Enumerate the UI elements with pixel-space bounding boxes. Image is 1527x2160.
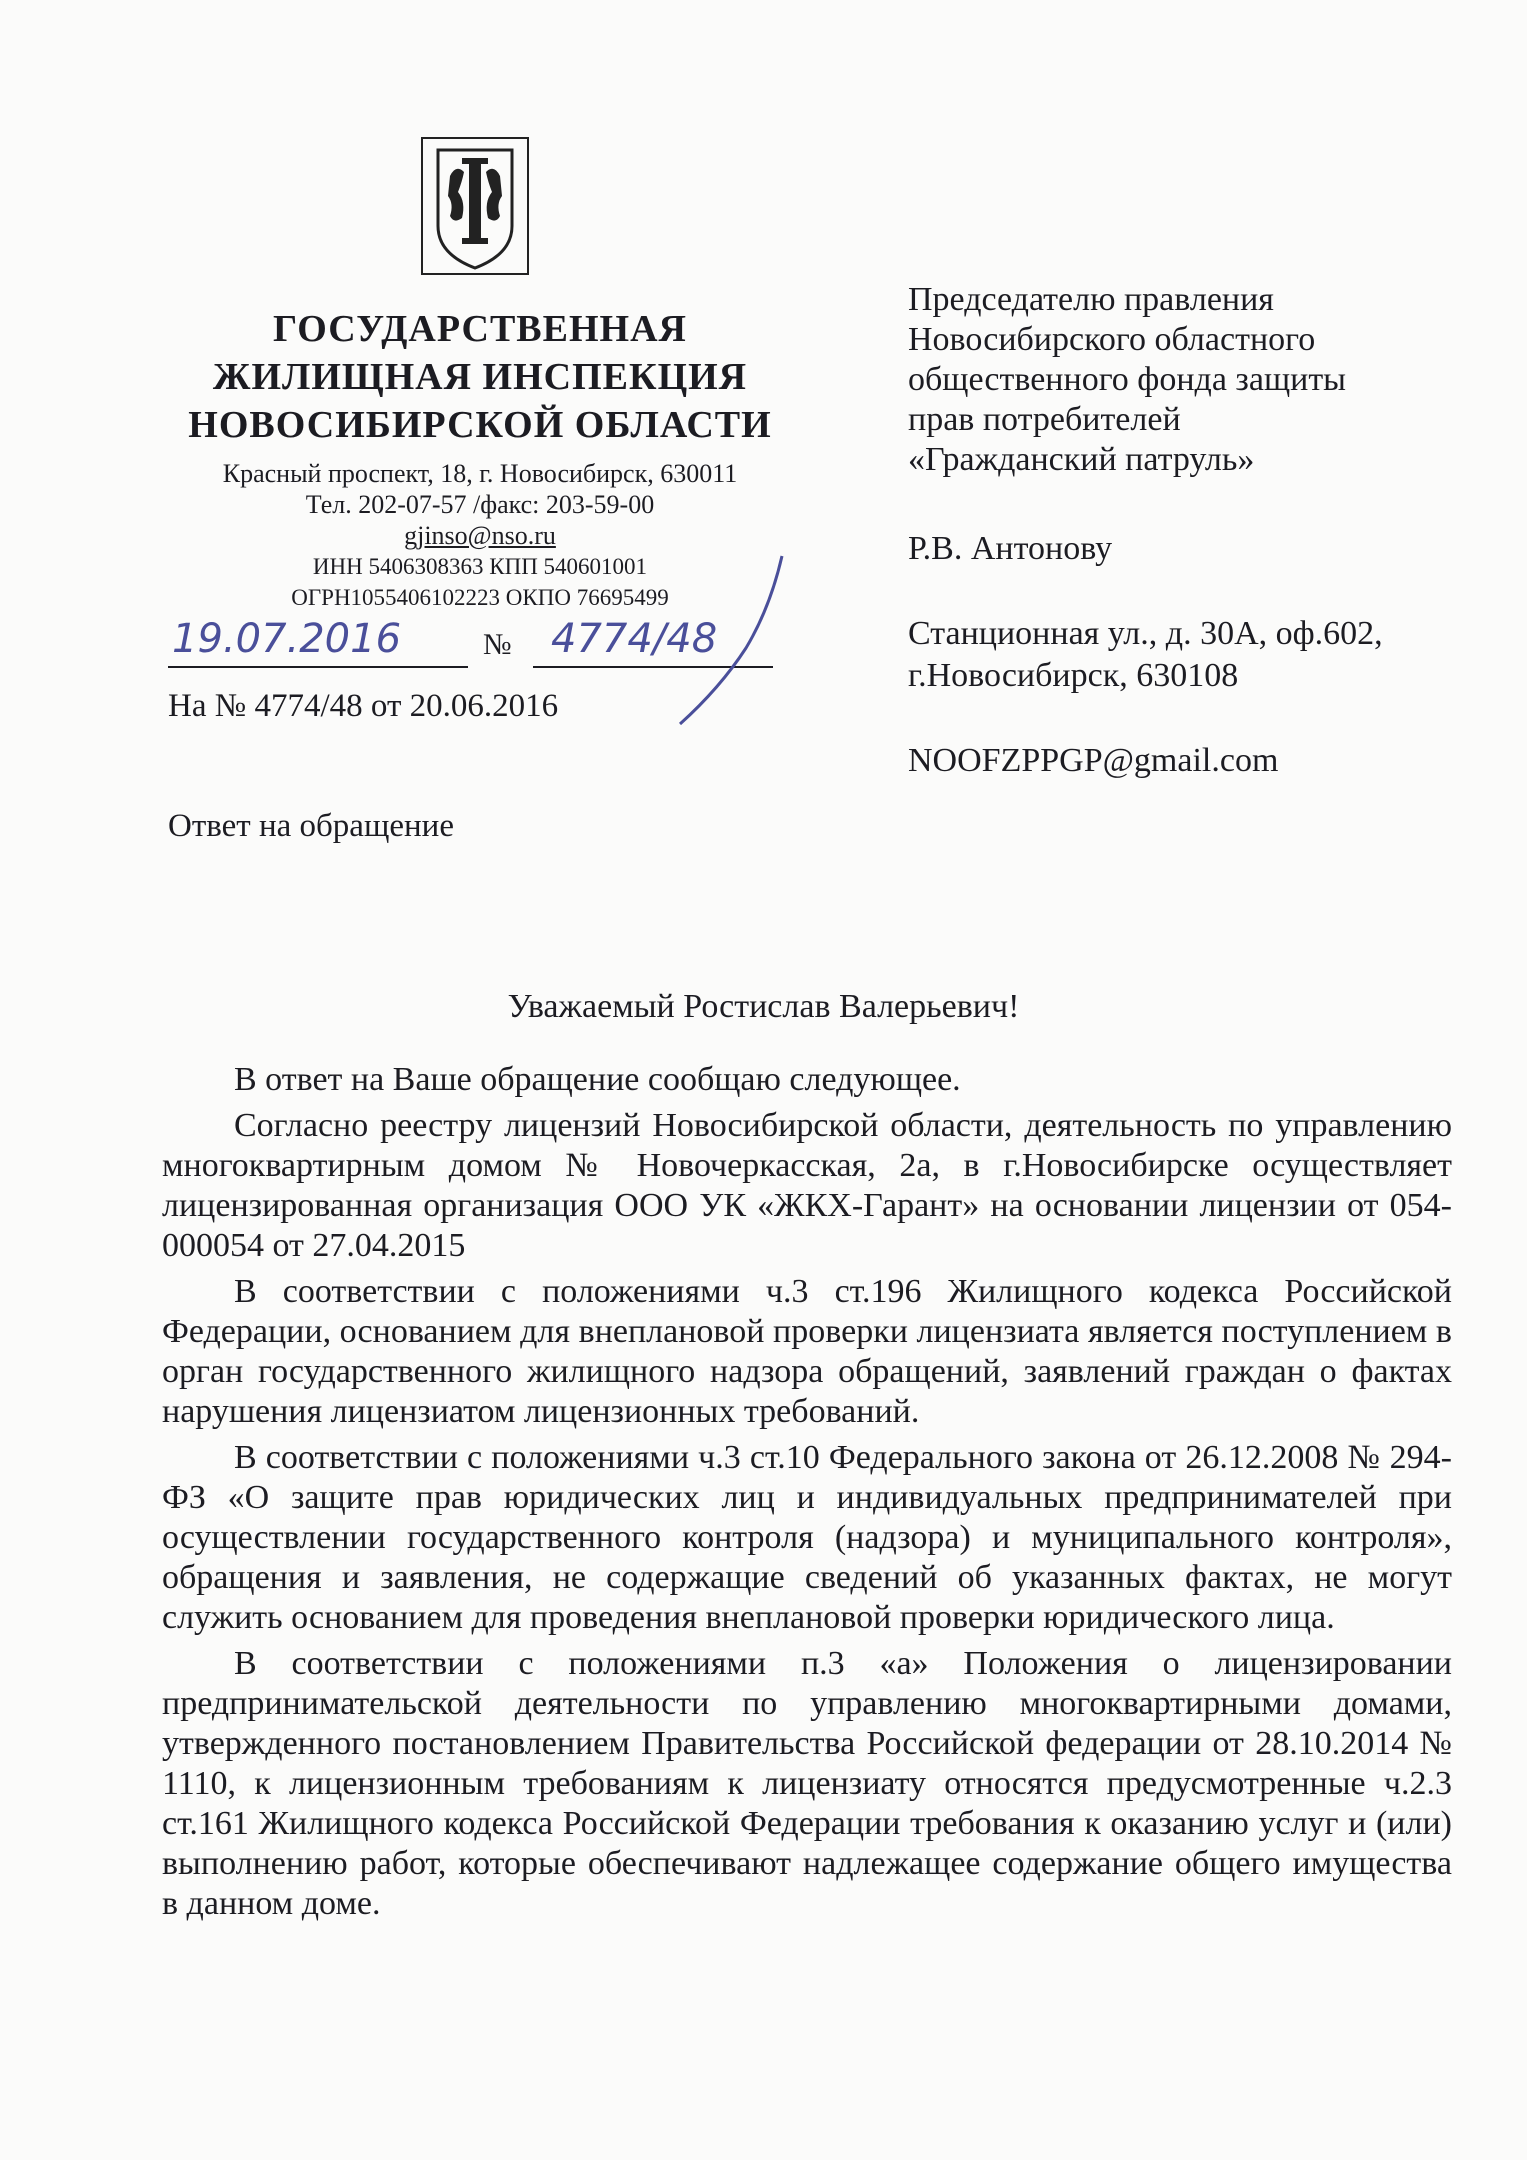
body-paragraph: Согласно реестру лицензий Новосибирской области, деятельность по управлению многоквартирным домом № Новочеркасская, 2а, в г.Новосибирске осуществляет лицензированная организация ООО УК «ЖКХ-Гарант» на основании лицензии от 054-000054 от 27.04.2015 [162,1107,1452,1264]
agency-name-line: ЖИЛИЩНАЯ ИНСПЕКЦИЯ [212,356,748,398]
registration-number-label: № [483,628,512,661]
body-paragraph: В соответствии с положениями ч.3 ст.10 Федерального закона от 26.12.2008 № 294-ФЗ «О защите прав юридических лиц и индивидуальных предпринимателей при осуществлении государственного контроля (надзора) и муниципального контроля», обращения и заявления, не содержащие сведений об указанных фактах, не могут служить основанием для проведения внеплановой проверки юридического лица. [162,1439,1452,1636]
recipient-line: Новосибирского областного [908,321,1316,358]
recipient-address-line: Станционная ул., д. 30А, оф.602, [908,615,1383,652]
agency-name-line: ГОСУДАРСТВЕННАЯ [273,308,687,350]
registration-date-field [168,616,468,668]
body-paragraph: В соответствии с положениями ч.3 ст.196 Жилищного кодекса Российской Федерации, основанием для внеплановой проверки лицензиата является поступлением в орган государственного жилищного надзора обращений, заявлений граждан о фактах нарушения лицензиатом лицензионных требований. [162,1273,1452,1430]
body-paragraph: В соответствии с положениями п.3 «а» Положения о лицензировании предпринимательской деятельности по управлению многоквартирными домами, утвержденного постановлением Правительства Российской федерации от 28.10.2014 № 1110, к лицензионным требованиям к лицензиату относятся предусмотренные ч.2.3 ст.161 Жилищного кодекса Российской Федерации требования к оказанию услуг и (или) выполнению работ, которые обеспечивают надлежащее содержание общего имущества в данном доме. [162,1645,1452,1922]
reply-reference: На № 4774/48 от 20.06.2016 [168,688,559,724]
coat-of-arms-emblem [420,136,530,276]
agency-ogrn-okpo: ОГРН1055406102223 ОКПО 76695499 [291,585,669,610]
agency-phone: Тел. 202-07-57 /факс: 203-59-00 [305,490,655,519]
recipient-line: Председателю правления [908,281,1274,318]
body-paragraph: В ответ на Ваше обращение сообщаю следующее. [234,1061,961,1098]
recipient-email: NOOFZPPGP@gmail.com [908,742,1279,779]
letter-subject: Ответ на обращение [168,808,454,844]
agency-address: Красный проспект, 18, г. Новосибирск, 630011 [222,459,738,488]
recipient-line: «Гражданский патруль» [908,441,1255,478]
agency-email: gjinso@nso.ru [404,521,556,550]
agency-name-line: НОВОСИБИРСКОЙ ОБЛАСТИ [188,404,772,446]
recipient-name: Р.В. Антонову [908,530,1113,567]
recipient-block [908,280,1468,480]
registration-number-handwritten: 4774/48 [551,616,718,662]
recipient-address-line: г.Новосибирск, 630108 [908,657,1239,694]
recipient-address [908,613,1383,697]
recipient-line: прав потребителей [908,401,1181,438]
salutation: Уважаемый Ростислав Валерьевич! [507,988,1020,1025]
recipient-line: общественного фонда защиты [908,361,1347,398]
handwritten-stroke [650,548,790,728]
agency-name [150,305,810,449]
registration-date-handwritten: 19.07.2016 [172,616,402,662]
letter-body [162,1060,1452,1930]
agency-inn-kpp: ИНН 5406308363 КПП 540601001 [312,554,648,579]
